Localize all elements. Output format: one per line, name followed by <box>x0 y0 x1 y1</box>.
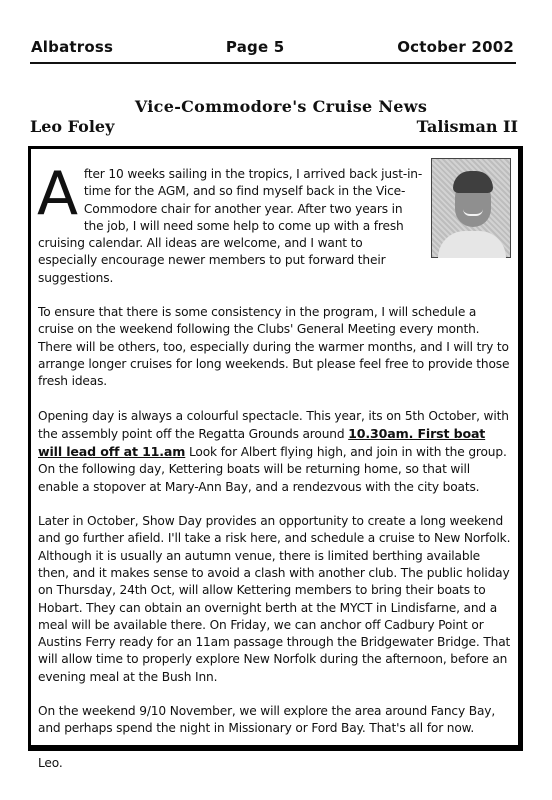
paragraph-opening-day <box>38 408 512 496</box>
paragraph-intro-text: fter 10 weeks sailing in the tropics, I arrived back just-in-time for the AGM, and so find myself back in the Vice-Commodore chair for another year. After two years in the job, I will need some help to come up with a fresh cruising calendar. All ideas are welcome, and I want to especially encourage newer members to put forward their suggestions. <box>38 167 423 285</box>
page-number: Page 5 <box>225 38 285 56</box>
boat-name: Talisman II <box>416 117 518 136</box>
paragraph-show-day: Later in October, Show Day provides an opportunity to create a long weekend and go further afield. I'll take a risk here, and schedule a cruise to New Norfolk. Although it is usually an autumn venue, there is limited berthing available then, and it makes sense to avoid a clash with another club. The public holiday on Thursday, 24th Oct, will allow Kettering members to bring their boats to Hobart. They can obtain an overnight berth at the MYCT in Lindisfarne, and a meal will be available there. On Friday, we can anchor off Cadbury Point or Austins Ferry ready for an 11am passage through the Bridgewater Bridge. That will allow time to properly explore New Norfolk during the afternoon, before an evening meal at the Bush Inn. <box>38 514 511 684</box>
paragraph-november: On the weekend 9/10 November, we will explore the area around Fancy Bay, and perhaps spend the night in Missionary or Ford Bay. That's all for now. <box>38 704 496 736</box>
paragraph-intro <box>37 159 423 287</box>
paragraph-schedule: To ensure that there is some consistency in the program, I will schedule a cruise on the weekend following the Clubs' General Meeting every month. There will be others, too, especially during the warmer months, and I will try to arrange longer cruises for long weekends. But please feel free to provide those fresh ideas. <box>38 305 510 389</box>
drop-cap: A <box>37 159 78 229</box>
opening-day-text-end: Look for Albert flying high, and join in with the group. On the following day, Kettering boats will be returning home, so that will enable a stopover at Mary-Ann Bay, and a rendezvous with the city boats. <box>38 445 507 494</box>
running-header <box>31 38 514 56</box>
byline <box>30 117 518 136</box>
signoff: Leo. <box>38 755 63 770</box>
publication-name: Albatross <box>31 38 114 56</box>
author-name: Leo Foley <box>30 117 115 136</box>
article-body <box>37 159 512 789</box>
start-time-highlight: 10.30am. First boat will lead off at 11.am <box>38 425 486 460</box>
article-title: Vice-Commodore's Cruise News <box>134 97 428 116</box>
opening-day-text-start: Opening day is always a colourful spectacle. This year, its on 5th October, with the assembly point off the Regatta Grounds around <box>38 408 509 441</box>
issue-date: October 2002 <box>397 38 514 56</box>
header-rule <box>30 62 516 64</box>
